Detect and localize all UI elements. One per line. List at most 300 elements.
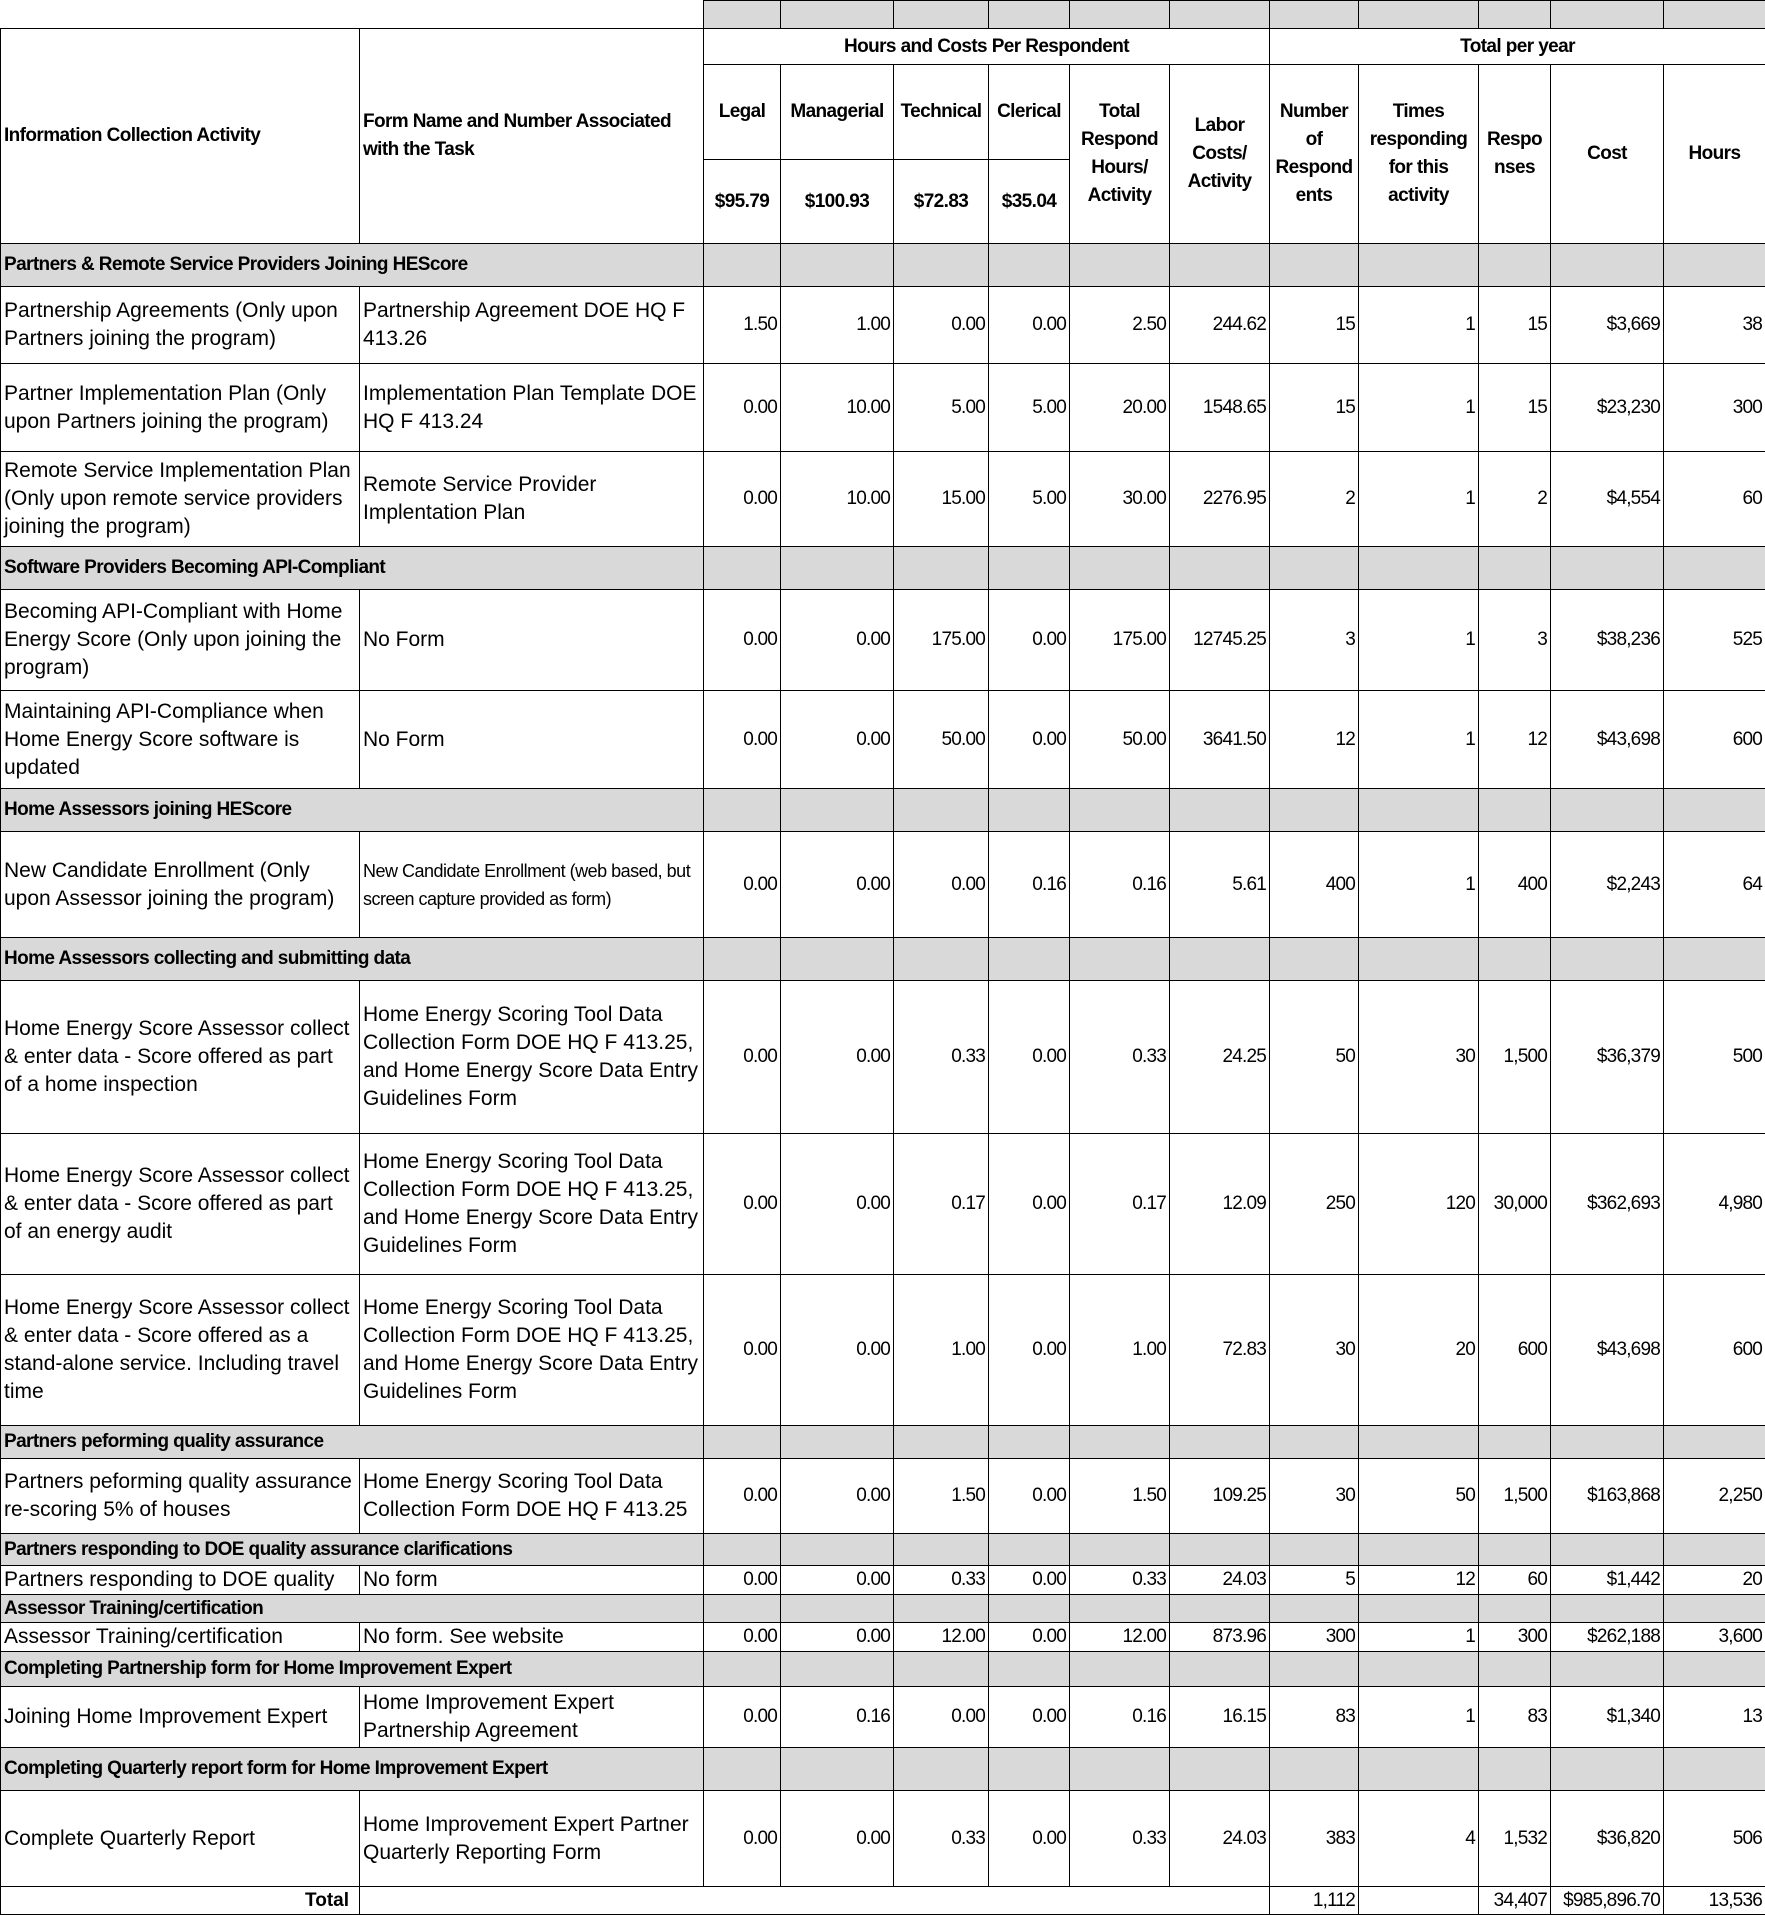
labor-costs-cell: 24.03 — [1170, 1566, 1270, 1595]
hours-cell: 506 — [1664, 1791, 1765, 1887]
section-blank-cell — [1270, 938, 1359, 981]
total-hours-cell: 0.16 — [1070, 832, 1170, 938]
section-blank-cell — [1664, 938, 1765, 981]
header-clerical: Clerical — [989, 65, 1070, 160]
hours-cell: 525 — [1664, 590, 1765, 691]
legal-cell: 0.00 — [704, 1566, 781, 1595]
clerical-cell: 0.00 — [989, 590, 1070, 691]
section-blank-cell — [1359, 938, 1479, 981]
responses-cell: 1,500 — [1479, 981, 1551, 1134]
rate-legal: $95.79 — [704, 160, 781, 244]
section-blank-cell — [1270, 1748, 1359, 1791]
clerical-cell: 0.00 — [989, 981, 1070, 1134]
section-blank-cell — [704, 244, 781, 287]
times-cell: 120 — [1359, 1134, 1479, 1275]
section-blank-cell — [1070, 547, 1170, 590]
section-blank-cell — [894, 789, 989, 832]
section-blank-cell — [1551, 1534, 1664, 1566]
managerial-cell: 10.00 — [781, 452, 894, 547]
section-blank-cell — [1551, 1426, 1664, 1459]
total-hours-cell: 0.17 — [1070, 1134, 1170, 1275]
table-row — [1, 981, 1765, 1134]
section-blank-cell — [704, 789, 781, 832]
form-cell: Home Energy Scoring Tool Data Collection Form DOE HQ F 413.25, and Home Energy Score Data Entry Guidelines Form — [360, 1275, 704, 1426]
cost-cell: $2,243 — [1551, 832, 1664, 938]
legal-cell: 0.00 — [704, 1275, 781, 1426]
form-cell: Partnership Agreement DOE HQ F 413.26 — [360, 287, 704, 364]
section-blank-cell — [894, 938, 989, 981]
header-responses: Respo nses — [1479, 65, 1551, 244]
managerial-cell: 0.00 — [781, 832, 894, 938]
total-hours-cell: 30.00 — [1070, 452, 1170, 547]
total-hours-cell: 1.50 — [1070, 1459, 1170, 1534]
section-title: Home Assessors joining HEScore — [1, 789, 704, 832]
section-row — [1, 1426, 1765, 1459]
section-blank-cell — [781, 1595, 894, 1623]
section-blank-cell — [1664, 1652, 1765, 1687]
cost-cell: $4,554 — [1551, 452, 1664, 547]
managerial-cell: 0.16 — [781, 1687, 894, 1748]
section-title: Completing Quarterly report form for Home Improvement Expert — [1, 1748, 704, 1791]
section-blank-cell — [1070, 1652, 1170, 1687]
clerical-cell: 0.00 — [989, 1791, 1070, 1887]
total-label: Total — [1, 1887, 360, 1915]
form-cell: No form. See website — [360, 1623, 704, 1652]
respondents-cell: 15 — [1270, 364, 1359, 452]
total-hours-cell: 20.00 — [1070, 364, 1170, 452]
section-blank-cell — [989, 244, 1070, 287]
blank-cell — [704, 1, 781, 29]
technical-cell: 0.33 — [894, 981, 989, 1134]
header-legal: Legal — [704, 65, 781, 160]
header-group-row — [1, 29, 1765, 65]
section-blank-cell — [1070, 789, 1170, 832]
table-row — [1, 1566, 1765, 1595]
blank-cell — [1, 1, 704, 29]
cost-cell: $43,698 — [1551, 691, 1664, 789]
labor-costs-cell: 1548.65 — [1170, 364, 1270, 452]
section-blank-cell — [1359, 244, 1479, 287]
legal-cell: 0.00 — [704, 1623, 781, 1652]
form-cell: Implementation Plan Template DOE HQ F 413.24 — [360, 364, 704, 452]
technical-cell: 0.00 — [894, 832, 989, 938]
section-blank-cell — [1551, 547, 1664, 590]
table-row — [1, 1791, 1765, 1887]
legal-cell: 0.00 — [704, 832, 781, 938]
responses-cell: 2 — [1479, 452, 1551, 547]
responses-cell: 400 — [1479, 832, 1551, 938]
hours-cell: 60 — [1664, 452, 1765, 547]
labor-costs-cell: 24.25 — [1170, 981, 1270, 1134]
section-title: Assessor Training/certification — [1, 1595, 704, 1623]
times-cell: 4 — [1359, 1791, 1479, 1887]
respondents-cell: 50 — [1270, 981, 1359, 1134]
responses-cell: 3 — [1479, 590, 1551, 691]
activity-cell: Joining Home Improvement Expert — [1, 1687, 360, 1748]
section-blank-cell — [1170, 1595, 1270, 1623]
section-blank-cell — [1359, 1534, 1479, 1566]
section-blank-cell — [1359, 547, 1479, 590]
clerical-cell: 0.00 — [989, 1623, 1070, 1652]
table-row — [1, 1459, 1765, 1534]
cost-cell: $43,698 — [1551, 1275, 1664, 1426]
header-technical: Technical — [894, 65, 989, 160]
form-cell: No Form — [360, 590, 704, 691]
respondents-cell: 12 — [1270, 691, 1359, 789]
activity-cell: Assessor Training/certification — [1, 1623, 360, 1652]
total-blank-cell — [360, 1887, 1270, 1915]
cost-cell: $362,693 — [1551, 1134, 1664, 1275]
form-cell: Home Improvement Expert Partnership Agreement — [360, 1687, 704, 1748]
clerical-cell: 0.00 — [989, 1566, 1070, 1595]
cost-cell: $1,442 — [1551, 1566, 1664, 1595]
activity-cell: New Candidate Enrollment (Only upon Assessor joining the program) — [1, 832, 360, 938]
times-cell: 50 — [1359, 1459, 1479, 1534]
hours-cell: 20 — [1664, 1566, 1765, 1595]
clerical-cell: 5.00 — [989, 452, 1070, 547]
times-cell: 1 — [1359, 364, 1479, 452]
managerial-cell: 0.00 — [781, 590, 894, 691]
section-blank-cell — [1070, 244, 1170, 287]
managerial-cell: 0.00 — [781, 981, 894, 1134]
section-blank-cell — [704, 1748, 781, 1791]
section-blank-cell — [1664, 1748, 1765, 1791]
activity-cell: Home Energy Score Assessor collect & enter data - Score offered as part of an energy audit — [1, 1134, 360, 1275]
section-blank-cell — [704, 547, 781, 590]
respondents-cell: 383 — [1270, 1791, 1359, 1887]
section-blank-cell — [1479, 1534, 1551, 1566]
hours-cell: 3,600 — [1664, 1623, 1765, 1652]
section-blank-cell — [1479, 789, 1551, 832]
technical-cell: 12.00 — [894, 1623, 989, 1652]
respondents-cell: 2 — [1270, 452, 1359, 547]
legal-cell: 0.00 — [704, 691, 781, 789]
section-blank-cell — [894, 1534, 989, 1566]
section-blank-cell — [1170, 1426, 1270, 1459]
clerical-cell: 0.00 — [989, 1134, 1070, 1275]
section-blank-cell — [704, 1652, 781, 1687]
form-cell: Remote Service Provider Implentation Plan — [360, 452, 704, 547]
responses-cell: 60 — [1479, 1566, 1551, 1595]
section-blank-cell — [1664, 547, 1765, 590]
managerial-cell: 0.00 — [781, 1275, 894, 1426]
total-hours-cell: 0.16 — [1070, 1687, 1170, 1748]
total-hours-cell: 1.00 — [1070, 1275, 1170, 1426]
section-blank-cell — [1070, 1748, 1170, 1791]
section-row — [1, 1652, 1765, 1687]
cost-cell: $3,669 — [1551, 287, 1664, 364]
total-row — [1, 1887, 1765, 1915]
section-blank-cell — [704, 938, 781, 981]
responses-cell: 15 — [1479, 364, 1551, 452]
total-cost: $985,896.70 — [1551, 1887, 1664, 1915]
section-blank-cell — [781, 1534, 894, 1566]
header-activity: Information Collection Activity — [1, 29, 360, 244]
hours-cell: 600 — [1664, 691, 1765, 789]
responses-cell: 1,500 — [1479, 1459, 1551, 1534]
blank-cell — [1070, 1, 1170, 29]
cost-cell: $262,188 — [1551, 1623, 1664, 1652]
form-cell: No form — [360, 1566, 704, 1595]
section-blank-cell — [1359, 1595, 1479, 1623]
section-blank-cell — [1170, 1748, 1270, 1791]
responses-cell: 30,000 — [1479, 1134, 1551, 1275]
clerical-cell: 5.00 — [989, 364, 1070, 452]
section-blank-cell — [989, 938, 1070, 981]
technical-cell: 0.00 — [894, 1687, 989, 1748]
section-row — [1, 1595, 1765, 1623]
times-cell: 30 — [1359, 981, 1479, 1134]
activity-cell: Partners responding to DOE quality — [1, 1566, 360, 1595]
section-blank-cell — [1270, 1652, 1359, 1687]
blank-cell — [1170, 1, 1270, 29]
section-blank-cell — [1479, 244, 1551, 287]
section-blank-cell — [989, 1534, 1070, 1566]
managerial-cell: 0.00 — [781, 1566, 894, 1595]
form-cell: Home Energy Scoring Tool Data Collection Form DOE HQ F 413.25, and Home Energy Score Data Entry Guidelines Form — [360, 1134, 704, 1275]
section-blank-cell — [1270, 1534, 1359, 1566]
section-blank-cell — [1664, 1595, 1765, 1623]
section-blank-cell — [1070, 1534, 1170, 1566]
responses-cell: 15 — [1479, 287, 1551, 364]
managerial-cell: 0.00 — [781, 1459, 894, 1534]
activity-cell: Partner Implementation Plan (Only upon Partners joining the program) — [1, 364, 360, 452]
activity-cell: Home Energy Score Assessor collect & enter data - Score offered as a stand-alone service. Including travel time — [1, 1275, 360, 1426]
legal-cell: 0.00 — [704, 1687, 781, 1748]
section-blank-cell — [1551, 789, 1664, 832]
hours-cell: 4,980 — [1664, 1134, 1765, 1275]
responses-cell: 12 — [1479, 691, 1551, 789]
legal-cell: 0.00 — [704, 1134, 781, 1275]
clerical-cell: 0.00 — [989, 287, 1070, 364]
labor-costs-cell: 873.96 — [1170, 1623, 1270, 1652]
section-row — [1, 547, 1765, 590]
responses-cell: 300 — [1479, 1623, 1551, 1652]
labor-costs-cell: 24.03 — [1170, 1791, 1270, 1887]
times-cell: 1 — [1359, 1687, 1479, 1748]
activity-cell: Partnership Agreements (Only upon Partners joining the program) — [1, 287, 360, 364]
labor-costs-cell: 5.61 — [1170, 832, 1270, 938]
section-row — [1, 1748, 1765, 1791]
header-per-respondent: Hours and Costs Per Respondent — [704, 29, 1270, 65]
section-blank-cell — [1170, 1534, 1270, 1566]
hours-cell: 64 — [1664, 832, 1765, 938]
section-blank-cell — [894, 1748, 989, 1791]
labor-costs-cell: 72.83 — [1170, 1275, 1270, 1426]
clerical-cell: 0.00 — [989, 1459, 1070, 1534]
total-hours-cell: 50.00 — [1070, 691, 1170, 789]
activity-cell: Complete Quarterly Report — [1, 1791, 360, 1887]
respondents-cell: 400 — [1270, 832, 1359, 938]
section-blank-cell — [1664, 1534, 1765, 1566]
section-blank-cell — [1551, 1748, 1664, 1791]
section-blank-cell — [989, 1652, 1070, 1687]
table-row — [1, 1687, 1765, 1748]
form-cell: Home Energy Scoring Tool Data Collection Form DOE HQ F 413.25 — [360, 1459, 704, 1534]
section-blank-cell — [704, 1534, 781, 1566]
clerical-cell: 0.16 — [989, 832, 1070, 938]
hours-cell: 13 — [1664, 1687, 1765, 1748]
table-row — [1, 691, 1765, 789]
total-hours-cell: 12.00 — [1070, 1623, 1170, 1652]
header-total-hours: Total Respond Hours/ Activity — [1070, 65, 1170, 244]
labor-costs-cell: 12745.25 — [1170, 590, 1270, 691]
header-form: Form Name and Number Associated with the Task — [360, 29, 704, 244]
labor-costs-cell: 12.09 — [1170, 1134, 1270, 1275]
cost-cell: $36,379 — [1551, 981, 1664, 1134]
section-blank-cell — [1359, 1426, 1479, 1459]
rate-technical: $72.83 — [894, 160, 989, 244]
section-blank-cell — [1070, 1595, 1170, 1623]
activity-cell: Home Energy Score Assessor collect & enter data - Score offered as part of a home inspection — [1, 981, 360, 1134]
section-blank-cell — [1479, 938, 1551, 981]
header-managerial: Managerial — [781, 65, 894, 160]
hours-cell: 300 — [1664, 364, 1765, 452]
section-blank-cell — [894, 244, 989, 287]
section-blank-cell — [1170, 547, 1270, 590]
respondents-cell: 5 — [1270, 1566, 1359, 1595]
total-hours-cell: 0.33 — [1070, 981, 1170, 1134]
section-blank-cell — [989, 1426, 1070, 1459]
section-title: Partners & Remote Service Providers Joining HEScore — [1, 244, 704, 287]
section-title: Completing Partnership form for Home Improvement Expert — [1, 1652, 704, 1687]
header-labor-costs: Labor Costs/ Activity — [1170, 65, 1270, 244]
total-hours-cell: 0.33 — [1070, 1791, 1170, 1887]
section-blank-cell — [781, 244, 894, 287]
total-hours-cell: 175.00 — [1070, 590, 1170, 691]
managerial-cell: 0.00 — [781, 1791, 894, 1887]
section-blank-cell — [894, 1595, 989, 1623]
section-blank-cell — [1479, 1426, 1551, 1459]
section-title: Partners responding to DOE quality assurance clarifications — [1, 1534, 704, 1566]
section-blank-cell — [989, 547, 1070, 590]
section-blank-cell — [704, 1595, 781, 1623]
legal-cell: 0.00 — [704, 1791, 781, 1887]
section-blank-cell — [1664, 1426, 1765, 1459]
blank-cell — [1270, 1, 1359, 29]
section-blank-cell — [1170, 789, 1270, 832]
respondents-cell: 3 — [1270, 590, 1359, 691]
section-blank-cell — [781, 938, 894, 981]
clerical-cell: 0.00 — [989, 691, 1070, 789]
activity-cell: Maintaining API-Compliance when Home Energy Score software is updated — [1, 691, 360, 789]
header-hours: Hours — [1664, 65, 1765, 244]
respondents-cell: 250 — [1270, 1134, 1359, 1275]
times-cell: 1 — [1359, 452, 1479, 547]
section-blank-cell — [1270, 547, 1359, 590]
table-row — [1, 452, 1765, 547]
times-cell: 1 — [1359, 691, 1479, 789]
rate-managerial: $100.93 — [781, 160, 894, 244]
respondents-cell: 15 — [1270, 287, 1359, 364]
cost-cell: $1,340 — [1551, 1687, 1664, 1748]
total-responses: 34,407 — [1479, 1887, 1551, 1915]
table-row — [1, 832, 1765, 938]
blank-cell — [1551, 1, 1664, 29]
technical-cell: 0.33 — [894, 1791, 989, 1887]
technical-cell: 1.50 — [894, 1459, 989, 1534]
managerial-cell: 1.00 — [781, 287, 894, 364]
form-cell: Home Improvement Expert Partner Quarterly Reporting Form — [360, 1791, 704, 1887]
section-blank-cell — [781, 1426, 894, 1459]
respondents-cell: 30 — [1270, 1275, 1359, 1426]
table-row — [1, 1623, 1765, 1652]
section-blank-cell — [1070, 1426, 1170, 1459]
technical-cell: 1.00 — [894, 1275, 989, 1426]
hours-cell: 600 — [1664, 1275, 1765, 1426]
section-blank-cell — [989, 1748, 1070, 1791]
technical-cell: 175.00 — [894, 590, 989, 691]
total-hours: 13,536 — [1664, 1887, 1765, 1915]
header-num-respondents: Number of Respond ents — [1270, 65, 1359, 244]
section-blank-cell — [781, 789, 894, 832]
times-cell: 1 — [1359, 287, 1479, 364]
section-blank-cell — [1551, 1595, 1664, 1623]
section-blank-cell — [704, 1426, 781, 1459]
times-cell: 1 — [1359, 1623, 1479, 1652]
blank-cell — [1479, 1, 1551, 29]
header-times-responding: Times responding for this activity — [1359, 65, 1479, 244]
legal-cell: 0.00 — [704, 364, 781, 452]
form-cell: Home Energy Scoring Tool Data Collection Form DOE HQ F 413.25, and Home Energy Score Data Entry Guidelines Form — [360, 981, 704, 1134]
section-blank-cell — [989, 1595, 1070, 1623]
technical-cell: 5.00 — [894, 364, 989, 452]
legal-cell: 1.50 — [704, 287, 781, 364]
rate-clerical: $35.04 — [989, 160, 1070, 244]
technical-cell: 0.17 — [894, 1134, 989, 1275]
legal-cell: 0.00 — [704, 452, 781, 547]
section-blank-cell — [894, 547, 989, 590]
section-blank-cell — [894, 1652, 989, 1687]
section-blank-cell — [781, 1748, 894, 1791]
table-row — [1, 590, 1765, 691]
section-row — [1, 1534, 1765, 1566]
cost-cell: $38,236 — [1551, 590, 1664, 691]
blank-cell — [1359, 1, 1479, 29]
section-blank-cell — [1551, 244, 1664, 287]
blank-cell — [989, 1, 1070, 29]
section-blank-cell — [1551, 938, 1664, 981]
labor-costs-cell: 2276.95 — [1170, 452, 1270, 547]
section-title: Home Assessors collecting and submitting data — [1, 938, 704, 981]
section-row — [1, 938, 1765, 981]
section-blank-cell — [1359, 1652, 1479, 1687]
responses-cell: 1,532 — [1479, 1791, 1551, 1887]
respondents-cell: 300 — [1270, 1623, 1359, 1652]
section-blank-cell — [781, 1652, 894, 1687]
form-cell: No Form — [360, 691, 704, 789]
section-blank-cell — [989, 789, 1070, 832]
responses-cell: 83 — [1479, 1687, 1551, 1748]
section-blank-cell — [1270, 1595, 1359, 1623]
header-cost: Cost — [1551, 65, 1664, 244]
section-blank-cell — [1479, 547, 1551, 590]
cost-cell: $163,868 — [1551, 1459, 1664, 1534]
managerial-cell: 0.00 — [781, 1134, 894, 1275]
section-blank-cell — [1479, 1652, 1551, 1687]
table-row — [1, 1275, 1765, 1426]
blank-cell — [894, 1, 989, 29]
top-spacer-row — [1, 1, 1765, 29]
table-row — [1, 364, 1765, 452]
section-blank-cell — [1170, 244, 1270, 287]
section-blank-cell — [1664, 789, 1765, 832]
section-blank-cell — [1270, 789, 1359, 832]
managerial-cell: 10.00 — [781, 364, 894, 452]
labor-costs-cell: 16.15 — [1170, 1687, 1270, 1748]
legal-cell: 0.00 — [704, 590, 781, 691]
labor-costs-cell: 244.62 — [1170, 287, 1270, 364]
